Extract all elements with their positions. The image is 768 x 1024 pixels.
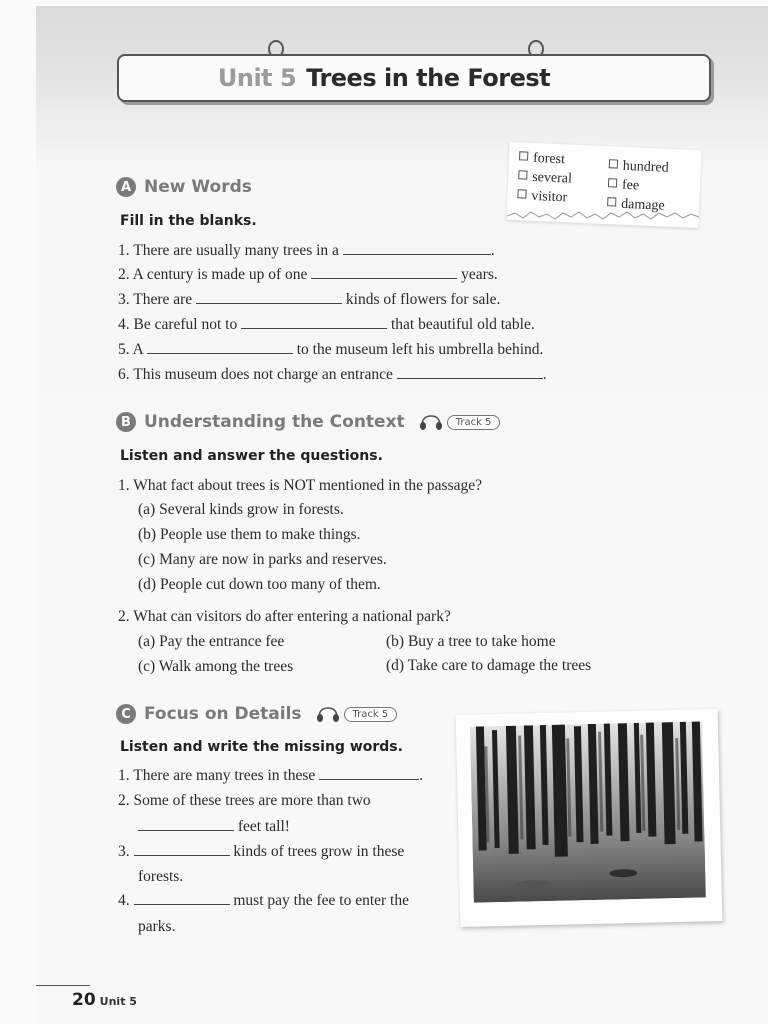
word-bank-item	[518, 167, 572, 188]
answer-blank[interactable]	[134, 844, 230, 856]
section-c-instruction: Listen and write the missing words.	[120, 739, 403, 755]
question-text: 3. There are	[118, 291, 193, 308]
question-a5	[118, 341, 543, 359]
question-a4	[118, 316, 535, 334]
word-bank-item	[517, 186, 571, 207]
question-c4-cont: parks.	[138, 918, 176, 935]
question-c2: 2. Some of these trees are more than two	[118, 792, 371, 809]
torn-edge-decoration	[505, 208, 701, 226]
word-bank-word: fee	[621, 177, 640, 194]
page-top-strip	[0, 0, 768, 6]
headphones-icon	[316, 706, 340, 722]
question-text: kinds of trees grow in these	[233, 843, 405, 860]
forest-photo-frame	[456, 709, 723, 927]
question-text-end: kinds of flowers for sale.	[345, 291, 501, 308]
section-a-title: New Words	[144, 177, 252, 197]
question-text-end: .	[542, 366, 547, 383]
answer-blank[interactable]	[343, 243, 491, 255]
answer-blank[interactable]	[147, 342, 293, 354]
word-bank-word: visitor	[531, 188, 568, 206]
question-text: must pay the fee to enter the	[233, 892, 409, 909]
section-b-instruction: Listen and answer the questions.	[120, 448, 383, 464]
question-text: 6. This museum does not charge an entrance	[118, 366, 393, 383]
page-number: 20	[72, 990, 96, 1010]
answer-option[interactable]: (b) Buy a tree to take home	[386, 633, 556, 650]
answer-blank[interactable]	[134, 893, 230, 905]
forest-photo	[470, 721, 706, 902]
question-c3	[118, 843, 404, 861]
question-a2	[118, 266, 498, 284]
question-text-end: years.	[461, 266, 498, 283]
track-badge[interactable]: Track 5	[344, 707, 398, 722]
answer-blank[interactable]	[138, 819, 234, 831]
headphones-icon	[419, 414, 443, 430]
answer-option[interactable]: (b) People use them to make things.	[138, 526, 361, 543]
question-number: 4.	[118, 892, 130, 909]
question-text-end: .	[490, 242, 495, 259]
word-bank-item	[608, 156, 669, 178]
footer-unit-label: Unit 5	[99, 995, 137, 1008]
question-text: 2. A century is made up of one	[118, 266, 308, 283]
answer-option[interactable]: (c) Walk among the trees	[138, 658, 294, 675]
answer-blank[interactable]	[397, 367, 543, 379]
answer-option[interactable]: (d) Take care to damage the trees	[386, 657, 592, 674]
title-unit-label: Unit 5	[217, 64, 297, 92]
section-c-header	[116, 704, 397, 724]
question-c4	[118, 892, 409, 910]
question-text: 5. A	[118, 341, 143, 358]
checkbox-icon	[517, 189, 526, 198]
word-bank-word: forest	[532, 150, 566, 168]
answer-option[interactable]: (a) Several kinds grow in forests.	[138, 501, 344, 518]
word-bank-item	[519, 148, 573, 169]
question-text: feet tall!	[237, 818, 290, 835]
answer-blank[interactable]	[319, 768, 419, 780]
answer-option[interactable]: (d) People cut down too many of them.	[138, 576, 381, 593]
answer-blank[interactable]	[196, 292, 342, 304]
title-main-text: Trees in the Forest	[306, 64, 551, 92]
checkbox-icon	[519, 151, 528, 160]
question-a1	[118, 242, 495, 260]
answer-option[interactable]: (a) Pay the entrance fee	[138, 633, 285, 650]
question-text-end: to the museum left his umbrella behind.	[296, 341, 544, 358]
question-a6	[118, 366, 547, 384]
question-b2: 2. What can visitors do after entering a national park?	[118, 608, 451, 625]
answer-option[interactable]: (c) Many are now in parks and reserves.	[138, 551, 387, 568]
section-b-title: Understanding the Context	[144, 412, 405, 432]
question-a3	[118, 291, 500, 309]
question-text: 1. There are many trees in these	[118, 767, 316, 784]
question-number: 3.	[118, 843, 130, 860]
checkbox-icon	[607, 197, 616, 206]
checkbox-icon	[609, 159, 618, 168]
page-title	[0, 64, 768, 92]
section-c-title: Focus on Details	[144, 704, 302, 724]
page-footer	[72, 990, 137, 1010]
track-badge[interactable]: Track 5	[447, 415, 501, 430]
section-a-header	[116, 177, 252, 197]
section-a-instruction: Fill in the blanks.	[120, 213, 257, 229]
word-bank-left-column	[517, 148, 573, 207]
answer-blank[interactable]	[241, 317, 387, 329]
question-c1	[118, 767, 423, 785]
question-c2-cont	[138, 818, 290, 836]
word-bank-right-column	[607, 156, 669, 216]
question-text-end: .	[419, 767, 424, 784]
section-badge-c: C	[116, 704, 136, 724]
question-b1: 1. What fact about trees is NOT mentioned in the passage?	[118, 477, 483, 494]
question-text-end: that beautiful old table.	[390, 316, 535, 333]
word-bank-word: damage	[620, 196, 665, 214]
page-margin	[0, 0, 36, 1024]
section-badge-a: A	[116, 177, 136, 197]
word-bank-word: hundred	[622, 158, 670, 176]
word-bank-word: several	[531, 169, 573, 187]
answer-blank[interactable]	[311, 267, 457, 279]
section-b-header	[116, 412, 500, 432]
question-c3-cont: forests.	[138, 868, 184, 885]
question-text: 1. There are usually many trees in a	[118, 242, 339, 259]
question-text: 4. Be careful not to	[118, 316, 238, 333]
word-bank-item	[608, 175, 669, 197]
section-badge-b: B	[116, 412, 136, 432]
footer-rule	[36, 985, 90, 986]
checkbox-icon	[608, 178, 617, 187]
checkbox-icon	[518, 170, 527, 179]
